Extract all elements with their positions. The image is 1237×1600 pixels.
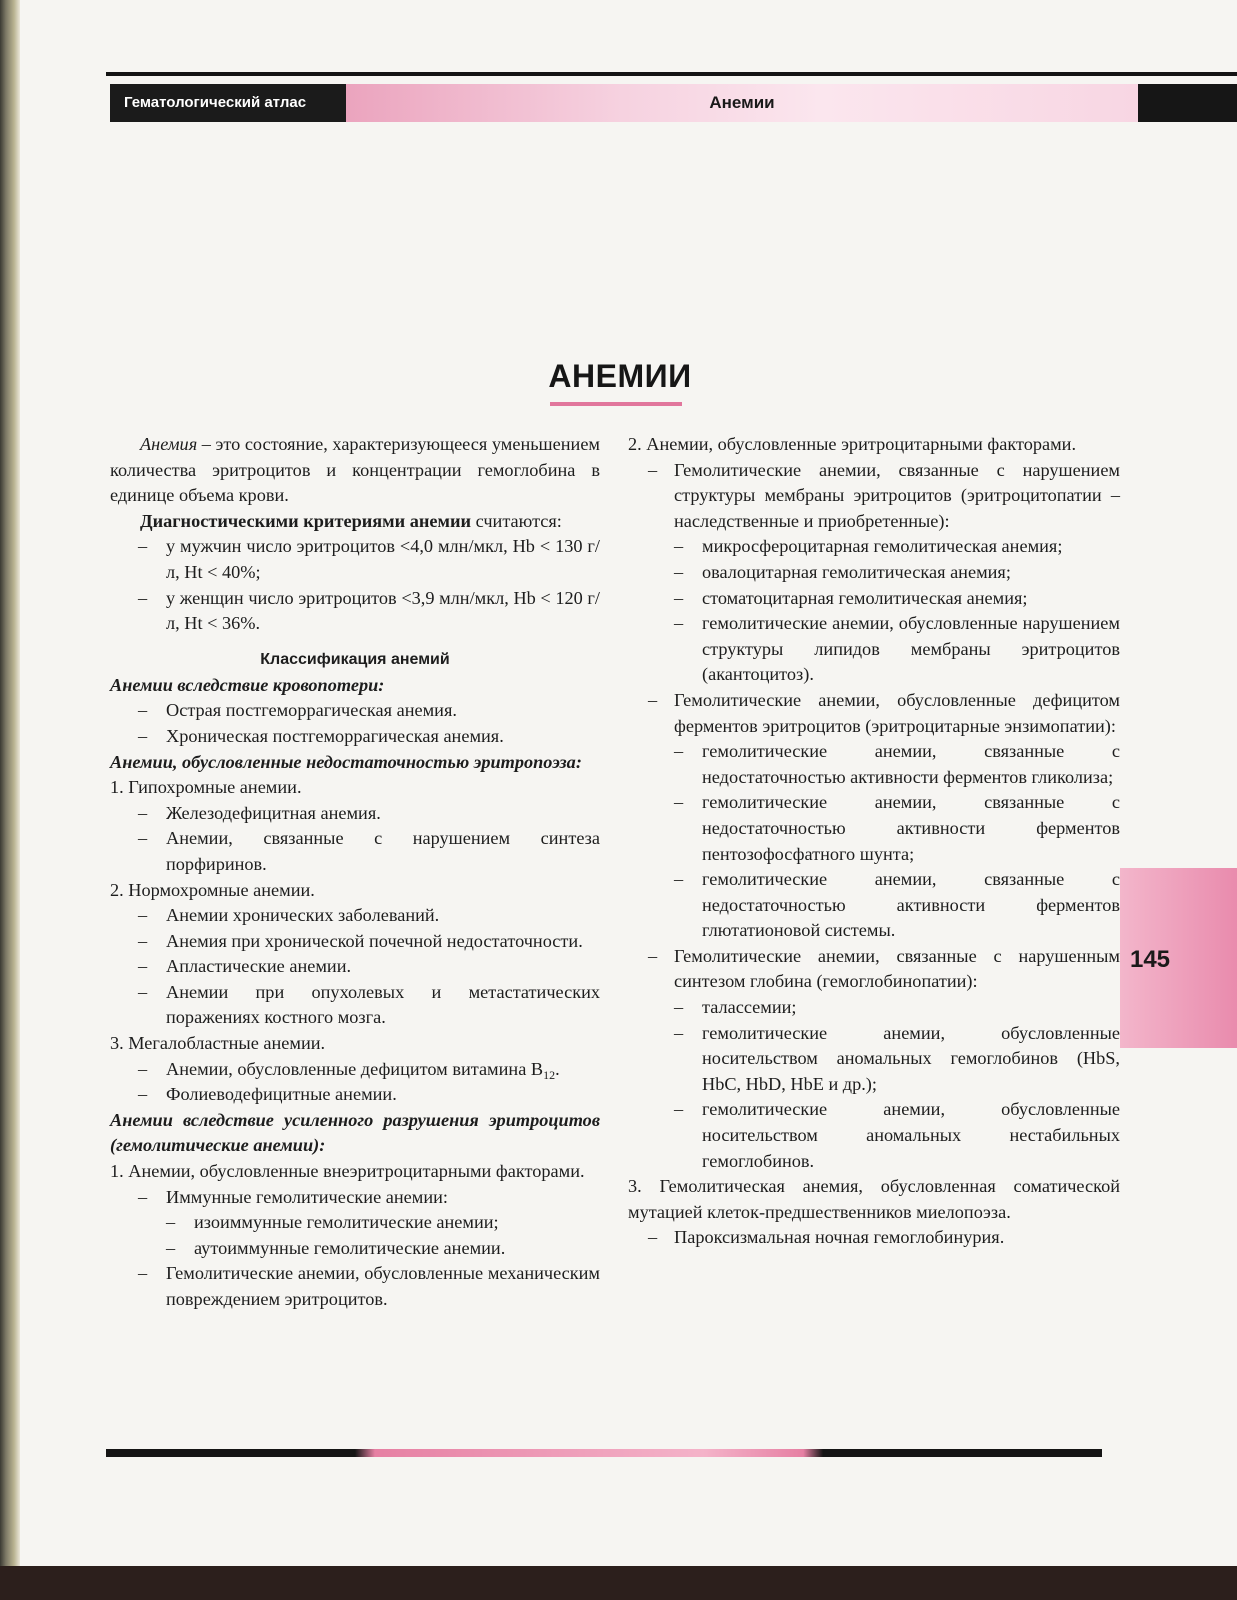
- dash-marker: –: [138, 587, 148, 608]
- list-item: [628, 560, 1120, 586]
- criteria-intro: [110, 509, 600, 535]
- dash-marker: –: [138, 536, 148, 557]
- list-item: [110, 586, 600, 637]
- list-item: [110, 826, 600, 877]
- left-column: [110, 432, 600, 1313]
- list-item: [628, 867, 1120, 944]
- list-item: [110, 980, 600, 1031]
- dash-marker: –: [138, 1186, 148, 1207]
- dash-marker: –: [138, 828, 148, 849]
- section-heading-blood-loss: Анемии вследствие кровопотери:: [110, 674, 385, 695]
- dash-marker: –: [674, 613, 684, 634]
- list-item-text: гемолитические анемии, связанные с недостаточностью активности ферментов гликолиза;: [702, 741, 1120, 787]
- list-item-text: гемолитические анемии, обусловленные нарушением структуры липидов мембраны эритроцитов (акантоцитоз).: [702, 613, 1120, 685]
- dash-marker: –: [648, 1227, 658, 1248]
- list-item-text: Гемолитические анемии, обусловленные механическим повреждением эритроцитов.: [166, 1263, 600, 1309]
- page-title: АНЕМИИ: [548, 358, 692, 394]
- list-item: [110, 1261, 600, 1312]
- running-header-section-title: Анемии: [346, 84, 1138, 122]
- list-item-text: Анемия при хронической почечной недостаточности.: [166, 930, 583, 951]
- header-right-block: [1138, 84, 1237, 122]
- list-item-text: Пароксизмальная ночная гемоглобинурия.: [674, 1227, 1005, 1248]
- title-underline: [550, 402, 682, 406]
- list-item: [110, 534, 600, 585]
- dash-marker: –: [138, 1058, 148, 1079]
- classification-heading: Классификация анемий: [260, 650, 450, 668]
- list-item: [628, 944, 1120, 995]
- list-item: [110, 1057, 600, 1083]
- list-item-text: гемолитические анемии, связанные с недостаточностью активности ферментов пентозофосфатного шунта;: [702, 792, 1120, 864]
- list-item: [628, 1021, 1120, 1098]
- list-item: [110, 929, 600, 955]
- dash-marker: –: [674, 587, 684, 608]
- group-title: 3. Мегалобластные анемии.: [110, 1033, 326, 1054]
- list-item: [628, 995, 1120, 1021]
- dash-marker: –: [648, 945, 658, 966]
- definition-paragraph: [110, 432, 600, 509]
- book-binding-shadow: [0, 0, 20, 1600]
- header-top-rule: [106, 72, 1237, 76]
- list-item-text: гемолитические анемии, обусловленные носительством аномальных нестабильных гемоглобинов.: [702, 1099, 1120, 1171]
- list-item-text: Гемолитические анемии, связанные с нарушением структуры мембраны эритроцитов (эритроцитопатии – наследственные и приобретенные):: [674, 459, 1120, 531]
- list-item-text: аутоиммунные гемолитические анемии.: [194, 1237, 506, 1258]
- dash-marker: –: [166, 1212, 176, 1233]
- dash-marker: –: [138, 1084, 148, 1105]
- list-item-text: Острая постгеморрагическая анемия.: [166, 700, 457, 721]
- dash-marker: –: [138, 725, 148, 746]
- dash-marker: –: [674, 741, 684, 762]
- dash-marker: –: [138, 802, 148, 823]
- dash-marker: –: [138, 905, 148, 926]
- definition-term: Анемия: [140, 434, 198, 454]
- list-item: [628, 790, 1120, 867]
- list-item: [628, 611, 1120, 688]
- list-item-text: Иммунные гемолитические анемии:: [166, 1186, 448, 1207]
- list-item: [110, 1210, 600, 1236]
- group-title: 1. Гипохромные анемии.: [110, 777, 302, 798]
- list-item-text: Железодефицитная анемия.: [166, 802, 381, 823]
- section-heading-insufficient: Анемии, обусловленные недостаточностью эритропоэза:: [110, 751, 582, 772]
- dash-marker: –: [674, 536, 684, 557]
- dash-marker: –: [138, 1263, 148, 1284]
- list-item: [628, 1097, 1120, 1174]
- running-header-book-title: Гематологический атлас: [110, 84, 346, 122]
- list-item: [110, 698, 600, 724]
- list-item: [110, 1082, 600, 1108]
- dash-marker: –: [674, 1022, 684, 1043]
- page-number: 145: [1129, 946, 1171, 973]
- dash-marker: –: [138, 700, 148, 721]
- dash-marker: –: [674, 997, 684, 1018]
- list-item: [110, 1185, 600, 1211]
- group-title: 2. Нормохромные анемии.: [110, 879, 315, 900]
- list-item-text: Гемолитические анемии, обусловленные дефицитом ферментов эритроцитов (эритроцитарные энзимопатии):: [674, 689, 1120, 736]
- list-item-text: Анемии, связанные с нарушением синтеза порфиринов.: [166, 828, 600, 874]
- list-item-text: Анемии хронических заболеваний.: [166, 905, 440, 926]
- dash-marker: –: [166, 1237, 176, 1258]
- dash-marker: –: [648, 459, 658, 480]
- dash-marker: –: [674, 869, 684, 890]
- criteria-men: у мужчин число эритроцитов <4,0 млн/мкл, Hb < 130 г/л, Ht < 40%;: [166, 536, 600, 582]
- subscript: 12: [543, 1067, 556, 1082]
- list-item-text: гемолитические анемии, обусловленные носительством аномальных гемоглобинов (HbS, HbC, HbD, HbE и др.);: [702, 1022, 1120, 1094]
- right-column: [628, 432, 1120, 1251]
- list-item-text: Фолиеводефицитные анемии.: [166, 1084, 397, 1105]
- list-item: [110, 1236, 600, 1262]
- list-item: [628, 688, 1120, 739]
- list-item: [110, 954, 600, 980]
- criteria-suffix: считаются:: [471, 510, 562, 531]
- list-item-text: Апластические анемии.: [166, 956, 352, 977]
- list-item: [110, 801, 600, 827]
- list-item-text: талассемии;: [702, 997, 797, 1018]
- dash-marker: –: [674, 1099, 684, 1120]
- definition-text: – это состояние, характеризующееся уменьшением количества эритроцитов и концентрации гемоглобина в единице объема крови.: [110, 434, 600, 506]
- list-item: [628, 1225, 1120, 1251]
- group-title: 2. Анемии, обусловленные эритроцитарными факторами.: [628, 434, 1077, 454]
- criteria-label: Диагностическими критериями анемии: [140, 510, 472, 531]
- list-item: [628, 586, 1120, 612]
- dash-marker: –: [138, 930, 148, 951]
- dash-marker: –: [138, 981, 148, 1002]
- list-item: [628, 739, 1120, 790]
- dash-marker: –: [138, 956, 148, 977]
- list-item-text: овалоцитарная гемолитическая анемия;: [702, 561, 1011, 582]
- group-title: 3. Гемолитическая анемия, обусловленная соматической мутацией клеток-предшественников миелопоэза.: [628, 1176, 1120, 1222]
- list-item-text: Гемолитические анемии, связанные с нарушенным синтезом глобина (гемоглобинопатии):: [674, 945, 1120, 992]
- list-item: [628, 534, 1120, 560]
- footer-rule: [106, 1449, 1102, 1457]
- list-item: [628, 458, 1120, 535]
- list-item-text: гемолитические анемии, связанные с недостаточностью активности ферментов глютатионовой системы.: [702, 869, 1120, 941]
- dash-marker: –: [648, 689, 658, 710]
- list-item-text: Анемии, обусловленные дефицитом витамина B: [166, 1058, 544, 1079]
- list-item-text: стоматоцитарная гемолитическая анемия;: [702, 587, 1028, 608]
- list-item-text: Хроническая постгеморрагическая анемия.: [166, 725, 504, 746]
- list-item-text: микросфероцитарная гемолитическая анемия;: [702, 536, 1063, 557]
- list-item-text: изоиммунные гемолитические анемии;: [194, 1212, 499, 1233]
- list-item: [110, 724, 600, 750]
- group-title: 1. Анемии, обусловленные внеэритроцитарными факторами.: [110, 1161, 585, 1182]
- dash-marker: –: [674, 792, 684, 813]
- scan-bottom-edge: [0, 1566, 1237, 1600]
- criteria-women: у женщин число эритроцитов <3,9 млн/мкл, Hb < 120 г/л, Ht < 36%.: [166, 587, 600, 634]
- list-item-text: Анемии при опухолевых и метастатических поражениях костного мозга.: [166, 981, 600, 1028]
- list-item-end: .: [555, 1058, 560, 1079]
- dash-marker: –: [674, 561, 684, 582]
- list-item: [110, 903, 600, 929]
- section-heading-destruction: Анемии вследствие усиленного разрушения эритроцитов (гемолитические анемии):: [110, 1109, 600, 1156]
